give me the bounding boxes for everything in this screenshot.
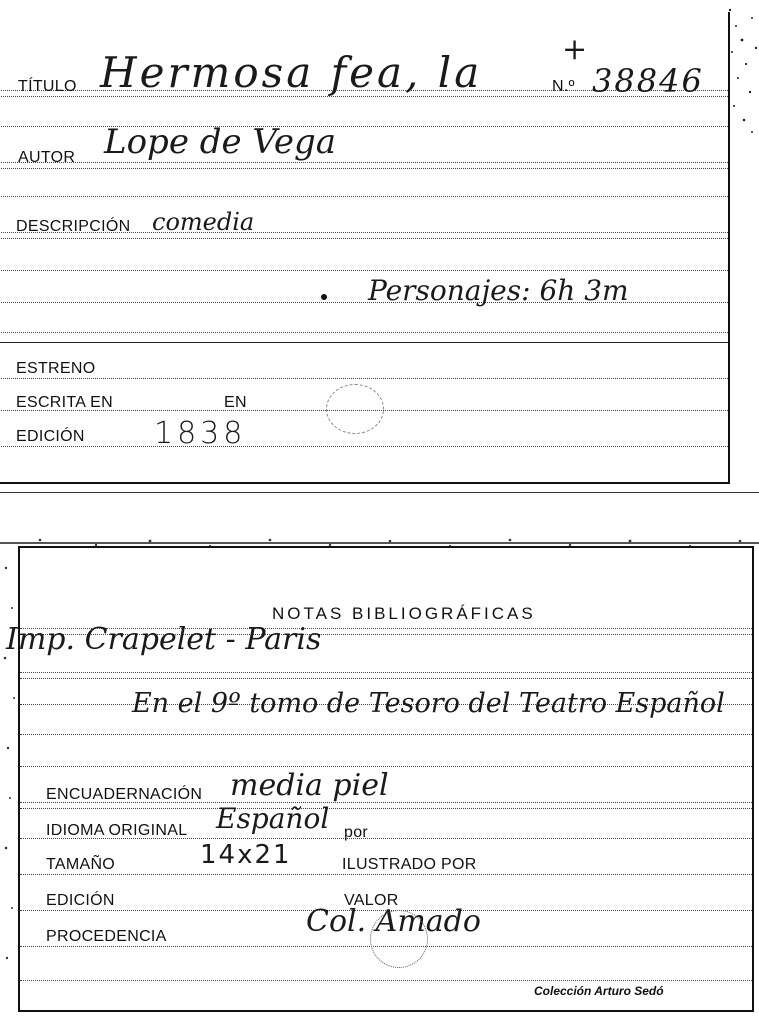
descripcion-value: comedia: [152, 208, 255, 236]
faded-stamp-bottom: [370, 910, 428, 968]
faded-stamp: [326, 384, 384, 434]
catalog-card-bottom: [6, 546, 754, 1012]
estreno-label: ESTRENO: [16, 360, 96, 377]
edicion-value-top: 1838: [154, 416, 247, 451]
encuadernacion-label: ENCUADERNACIÓN: [46, 786, 203, 803]
tamano-label: TAMAÑO: [46, 856, 116, 873]
edicion-label-top: EDICIÓN: [16, 428, 85, 445]
bullet-mark: [321, 294, 327, 300]
numero-label: N.º: [552, 78, 575, 95]
left-edge-noise: [0, 548, 20, 1008]
procedencia-label: PROCEDENCIA: [46, 928, 167, 945]
notas-heading: NOTAS BIBLIOGRÁFICAS: [272, 604, 536, 623]
idioma-label: IDIOMA ORIGINAL: [46, 822, 188, 839]
tamano-value: 14x21: [200, 840, 292, 870]
torn-edge-noise: [722, 0, 759, 140]
escrita-en-label: ESCRITA EN: [16, 394, 113, 411]
personajes-value: Personajes: 6h 3m: [368, 274, 629, 307]
numero-value: 38846: [592, 62, 704, 100]
note-line-1: Imp. Crapelet - Paris: [6, 622, 322, 657]
valor-label: VALOR: [344, 892, 399, 909]
encuadernacion-value: media piel: [230, 768, 389, 803]
descripcion-label: DESCRIPCIÓN: [16, 218, 131, 235]
idioma-value: Español: [216, 802, 330, 835]
collection-credit: Colección Arturo Sedó: [534, 984, 664, 998]
titulo-label: TÍTULO: [18, 78, 77, 95]
procedencia-value: Col. Amado: [306, 904, 481, 939]
note-line-2: En el 9º tomo de Tesoro del Teatro Español: [132, 688, 725, 719]
autor-value: Lope de Vega: [104, 122, 337, 162]
edicion-label-bottom: EDICIÓN: [46, 892, 115, 909]
separator-line: [0, 492, 759, 493]
catalog-card-top: [0, 12, 730, 484]
en-label: EN: [224, 394, 247, 411]
titulo-value: Hermosa fea, la: [100, 48, 483, 97]
numero-mark: +: [562, 32, 588, 67]
ilustrado-label: ILUSTRADO POR: [342, 856, 477, 873]
autor-label: AUTOR: [18, 149, 76, 166]
por-label: por: [344, 824, 369, 841]
